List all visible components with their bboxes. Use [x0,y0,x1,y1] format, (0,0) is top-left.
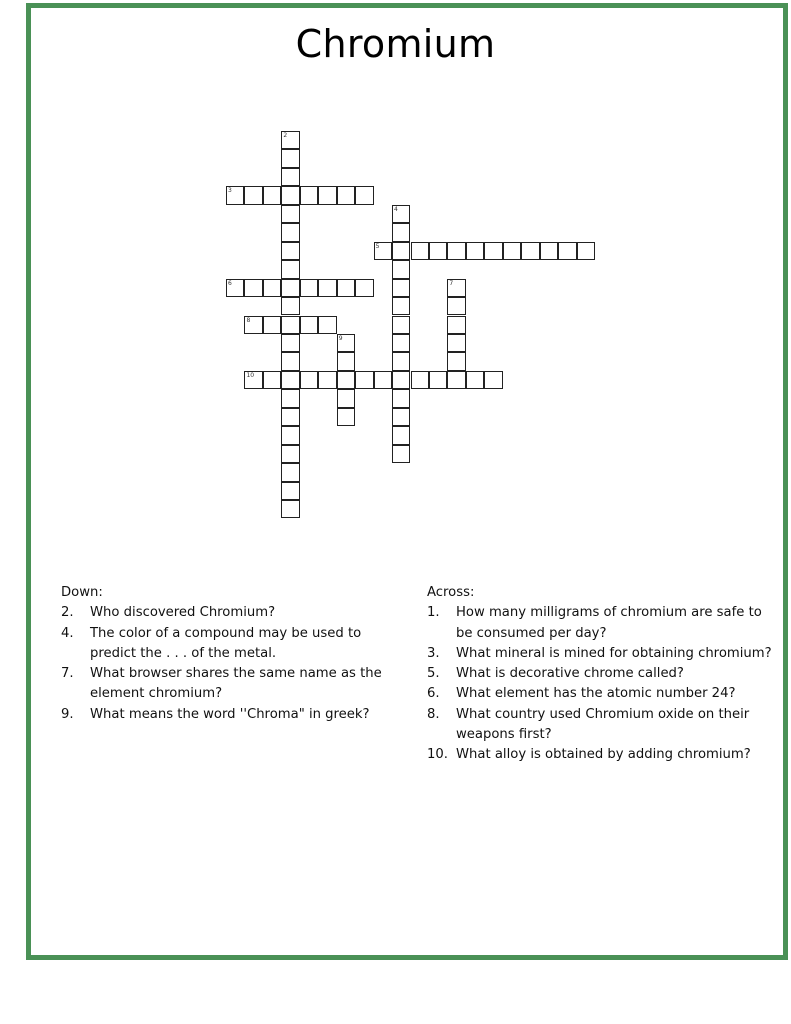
grid-cell[interactable] [374,242,392,260]
grid-cell[interactable] [300,279,318,297]
clue-number: 5. [427,666,440,682]
clue-number: 2. [61,605,74,621]
grid-cell[interactable] [392,389,410,407]
cell-number: 2 [283,132,288,139]
grid-cell[interactable] [300,316,318,334]
grid-cell[interactable] [281,500,299,518]
clue-number: 4. [61,625,74,641]
grid-cell[interactable] [466,242,484,260]
grid-cell[interactable] [355,371,373,389]
grid-cell[interactable] [447,242,465,260]
grid-cell[interactable] [281,316,299,334]
clue-number: 8. [427,706,440,722]
cell-number: 6 [228,279,232,287]
grid-cell[interactable] [540,242,558,260]
grid-cell[interactable] [281,242,299,260]
down-clues [61,583,406,725]
grid-cell[interactable] [244,316,262,334]
clue-down-7 [61,664,406,705]
grid-cell[interactable] [392,279,410,297]
grid-cell[interactable] [374,371,392,389]
clue-text: What mineral is mined for obtaining chromium? [456,645,772,661]
clue-number: 1. [427,605,440,621]
grid-cell[interactable] [244,186,262,204]
grid-cell[interactable] [244,371,262,389]
grid-cell[interactable] [263,279,281,297]
clue-number: 9. [61,706,74,722]
clue-text: The color of a compound may be used to predict the . . . of the metal. [90,625,362,661]
grid-cell[interactable] [392,223,410,241]
clue-across-10 [427,745,772,765]
grid-cell[interactable] [429,371,447,389]
grid-cell[interactable] [429,242,447,260]
grid-cell[interactable] [521,242,539,260]
grid-cell[interactable] [318,316,336,334]
grid-cell[interactable] [355,186,373,204]
grid-cell[interactable] [337,352,355,370]
clue-across-1 [427,603,772,644]
grid-cell[interactable] [447,297,465,315]
clue-text: What browser shares the same name as the element chromium? [90,666,382,702]
grid-cell[interactable] [226,186,244,204]
grid-cell[interactable] [392,408,410,426]
across-clues [427,583,772,766]
grid-cell[interactable] [318,279,336,297]
grid-cell[interactable] [337,408,355,426]
grid-cell[interactable] [281,168,299,186]
grid-cell[interactable] [281,389,299,407]
grid-cell[interactable] [281,334,299,352]
clue-down-2 [61,603,406,623]
grid-cell[interactable] [281,297,299,315]
grid-cell[interactable] [392,426,410,444]
grid-cell[interactable] [337,371,355,389]
grid-cell[interactable] [281,482,299,500]
clue-text: Who discovered Chromium? [90,605,276,621]
clue-number: 7. [61,666,74,682]
grid-cell[interactable] [281,371,299,389]
clue-text: How many milligrams of chromium are safe to be consumed per day? [456,605,762,641]
clue-number: 6. [427,686,440,702]
grid-cell[interactable] [392,445,410,463]
cell-number: 7 [449,279,454,287]
grid-cell[interactable] [263,371,281,389]
clue-across-8 [427,705,772,746]
grid-cell[interactable] [263,186,281,204]
clue-text: What is decorative chrome called? [456,666,684,682]
grid-cell[interactable] [281,463,299,481]
grid-cell[interactable] [281,186,299,204]
cell-number: 5 [375,242,380,250]
grid-cell[interactable] [466,371,484,389]
grid-cell[interactable] [447,279,465,297]
grid-cell[interactable] [392,371,410,389]
grid-cell[interactable] [281,279,299,297]
grid-cell[interactable] [392,352,410,370]
grid-cell[interactable] [392,260,410,278]
grid-cell[interactable] [281,408,299,426]
grid-cell[interactable] [281,352,299,370]
grid-cell[interactable] [281,131,299,149]
clue-across-5 [427,664,772,684]
clue-down-4 [61,624,406,665]
cell-number: 8 [246,316,251,324]
grid-cell[interactable] [318,371,336,389]
clue-down-9 [61,705,406,725]
grid-cell[interactable] [337,334,355,352]
grid-cell[interactable] [226,279,244,297]
grid-cell[interactable] [558,242,576,260]
grid-cell[interactable] [337,389,355,407]
grid-cell[interactable] [447,371,465,389]
grid-cell[interactable] [392,205,410,223]
clue-number: 3. [427,645,440,661]
clue-text: What alloy is obtained by adding chromium? [456,747,751,763]
grid-cell[interactable] [392,242,410,260]
grid-cell[interactable] [392,316,410,334]
grid-cell[interactable] [300,186,318,204]
grid-cell[interactable] [411,242,429,260]
cell-number: 10 [246,371,255,379]
grid-cell[interactable] [337,186,355,204]
grid-cell[interactable] [392,297,410,315]
grid-cell[interactable] [244,279,262,297]
grid-cell[interactable] [281,205,299,223]
clue-across-6 [427,684,772,704]
grid-cell[interactable] [281,445,299,463]
grid-cell[interactable] [447,352,465,370]
grid-cell[interactable] [447,334,465,352]
across-heading: Across: [427,585,475,600]
grid-cell[interactable] [355,279,373,297]
cell-number: 9 [338,334,343,342]
grid-cell[interactable] [337,279,355,297]
puzzle-title: Chromium [295,22,496,66]
grid-cell[interactable] [577,242,595,260]
clue-text: What means the word ''Chroma" in greek? [90,706,370,722]
cell-number: 4 [394,205,398,213]
clue-number: 10. [427,747,448,763]
grid-cell[interactable] [484,242,502,260]
grid-cell[interactable] [503,242,521,260]
grid-cell[interactable] [281,426,299,444]
grid-cell[interactable] [300,371,318,389]
down-heading: Down: [61,585,103,600]
grid-cell[interactable] [447,316,465,334]
grid-cell[interactable] [263,316,281,334]
grid-cell[interactable] [281,149,299,167]
clue-across-3 [427,644,772,664]
clue-text: What country used Chromium oxide on their weapons first? [456,706,750,743]
clue-text: What element has the atomic number 24? [456,686,736,702]
grid-cell[interactable] [392,334,410,352]
grid-cell[interactable] [411,371,429,389]
grid-cell[interactable] [281,260,299,278]
grid-cell[interactable] [484,371,502,389]
grid-cell[interactable] [318,186,336,204]
grid-cell[interactable] [281,223,299,241]
cell-number: 3 [228,187,232,195]
